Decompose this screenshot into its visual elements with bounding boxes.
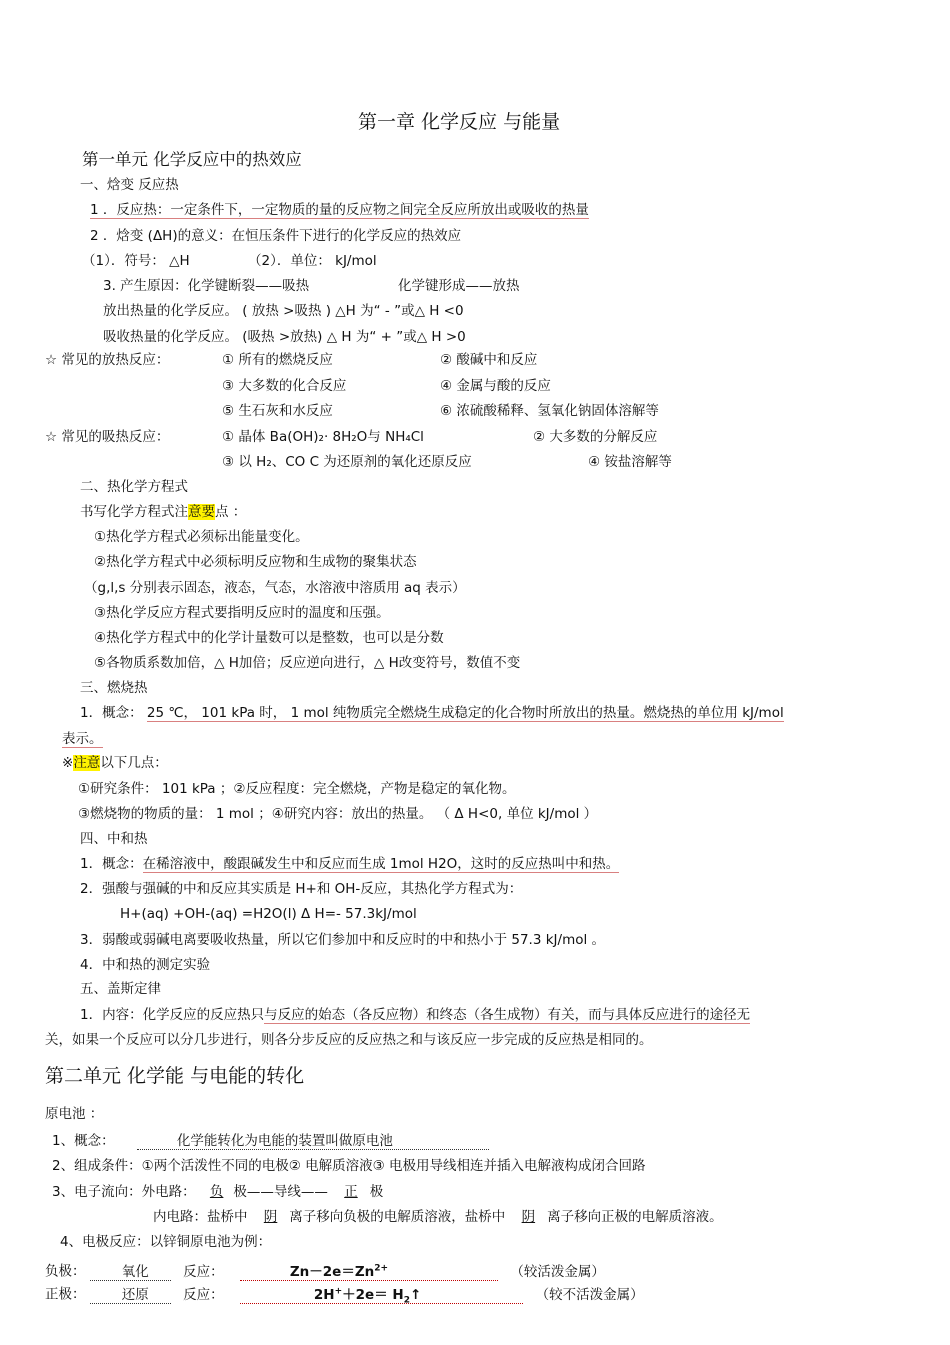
point-2: ②热化学方程式中必须标明反应物和生成物的聚集状态: [94, 554, 417, 570]
section3-heading: 三、燃烧热: [80, 680, 148, 696]
anion-blank-2: 阴: [521, 1209, 536, 1225]
neg-mid: 反应：: [183, 1263, 224, 1280]
cell-concept: [52, 1131, 489, 1151]
exo-label: ☆ 常见的放热反应：: [45, 352, 170, 368]
point-3: ③热化学反应方程式要指明反应时的温度和压强。: [94, 605, 390, 621]
point-2-detail: （g,l,s 分别表示固态，液态，气态，水溶液中溶质用 aq 表示）: [84, 580, 466, 596]
point-5: ⑤各物质系数加倍，△ H加倍；反应逆向进行，△ H改变符号，数值不变: [94, 655, 521, 671]
def-label: 1．概念：: [80, 705, 147, 721]
unit2-title: 第二单元 化学能 与电能的转化: [45, 1065, 305, 1087]
pos-eq-c: ↑: [409, 1286, 422, 1303]
unit-line: （2）．单位： kJ/mol: [248, 253, 377, 269]
endothermic-line: 吸收热量的化学反应。 (吸热 >放热) △ H 为“ + ”或△ H >0: [103, 329, 466, 345]
neutralization-experiment: 4．中和热的测定实验: [80, 957, 211, 973]
pos-eq-a: 2H: [313, 1286, 335, 1303]
exo-item-3: ③ 大多数的化合反应: [222, 378, 347, 394]
neut-text: 在稀溶液中，酸跟碱发生中和反应而生成 1mol H2O，这时的反应热叫中和热。: [142, 856, 620, 872]
exothermic-line: 放出热量的化学反应。 ( 放热 >吸热 ) △H 为“ - ”或△ H <0: [103, 303, 464, 319]
exo-item-5: ⑤ 生石灰和水反应: [222, 403, 333, 419]
exo-item-4: ④ 金属与酸的反应: [440, 378, 551, 394]
electron-flow-external: [52, 1182, 383, 1202]
neg-label: 负极：: [45, 1263, 86, 1280]
pos-type: 还原: [90, 1287, 171, 1304]
flow-int-c: 离子移向正极的电解质溶液。: [547, 1209, 723, 1225]
cause-line-form: 化学键形成——放热: [398, 278, 520, 294]
reaction-heat-definition: [90, 200, 589, 220]
pos-eq-charge: +: [334, 1286, 343, 1296]
negative-electrode-line: [45, 1258, 605, 1282]
pos-eq-sub: 2: [403, 1295, 410, 1306]
endo-item-1: ① 晶体 Ba(OH)₂· 8H₂O与 NH₄Cl: [222, 429, 424, 445]
note-heading: [62, 753, 168, 773]
writing-points-intro: [80, 502, 246, 522]
endo-item-3: ③ 以 H₂、CO C 为还原剂的氧化还原反应: [222, 454, 472, 470]
flow-int-a: 内电路：盐桥中: [153, 1209, 252, 1225]
weak-acid-note: 3．弱酸或弱碱电离要吸收热量，所以它们参加中和反应时的中和热小于 57.3 kJ/mol 。: [80, 932, 606, 948]
pos-label: 正极：: [45, 1286, 86, 1303]
neg-eq-charge: 2+: [374, 1263, 389, 1273]
pos-mid: 反应：: [183, 1286, 224, 1303]
note-symbol: ※: [62, 755, 74, 771]
hess-law-content: [80, 1005, 750, 1025]
pos-note: （较不活泼金属）: [535, 1286, 644, 1303]
section4-heading: 四、中和热: [80, 831, 148, 847]
neutralization-equation: H+(aq) +OH-(aq) =H2O(l) Δ H=- 57.3kJ/mol: [120, 906, 417, 922]
neutralization-definition: [80, 854, 619, 874]
neg-type: 氧化: [90, 1264, 171, 1281]
endo-label: ☆ 常见的吸热反应：: [45, 429, 170, 445]
combustion-definition: [80, 703, 784, 723]
neg-equation: [240, 1264, 498, 1281]
concept-text: 化学能转化为电能的装置叫做原电池: [137, 1133, 489, 1150]
point-1: ①热化学方程式必须标出能量变化。: [94, 529, 309, 545]
flow-int-b: 离子移向负极的电解质溶液，盐桥中: [289, 1209, 510, 1225]
positive-electrode-blank: 正: [344, 1184, 358, 1200]
concept-label: 1、概念：: [52, 1133, 115, 1149]
cell-conditions: 2、组成条件：①两个活泼性不同的电极② 电解质溶液③ 电极用导线相连并插入电解液构成闭合回路: [52, 1158, 646, 1174]
exo-item-1: ① 所有的燃烧反应: [222, 352, 333, 368]
exo-item-2: ② 酸碱中和反应: [440, 352, 538, 368]
neut-label: 1．概念：: [80, 856, 143, 872]
note-1: ①研究条件： 101 kPa ；②反应程度：完全燃烧，产物是稳定的氧化物。: [78, 781, 516, 797]
electron-flow-internal: [153, 1207, 723, 1227]
hess-text-a: 1．内容：化学反应的反应热只: [80, 1007, 265, 1023]
note-2: ③燃烧物的物质的量： 1 mol ；④研究内容：放出的热量。 （ Δ H<0, 单位 kJ/mol ）: [78, 806, 598, 822]
negative-electrode-blank: 负: [209, 1184, 224, 1200]
flow-ext-a: 3、电子流向：外电路：: [52, 1184, 200, 1200]
section1-heading: 一、焓变 反应热: [80, 177, 179, 193]
neutralization-essence: 2．强酸与强碱的中和反应其实质是 H+和 OH-反应，其热化学方程式为：: [80, 881, 523, 897]
note-text: 以下几点：: [100, 755, 168, 771]
highlight-key-points: 意要: [188, 504, 215, 520]
def-end-text: 表示。: [62, 731, 103, 747]
def-text: 25 ℃， 101 kPa 时， 1 mol 纯物质完全燃烧生成稳定的化合物时所放出的热量。燃烧热的单位用 kJ/mol: [146, 705, 784, 721]
combustion-def-end: [62, 729, 103, 749]
intro-text-a: 书写化学方程式注: [80, 504, 188, 520]
cell-heading: 原电池 ：: [45, 1106, 104, 1122]
reaction-heat-text: 1 ．反应热：一定条件下，一定物质的量的反应物之间完全反应所放出或吸收的热量: [90, 202, 589, 218]
point-4: ④热化学方程式中的化学计量数可以是整数，也可以是分数: [94, 630, 444, 646]
highlight-attention: 注意: [73, 755, 101, 771]
endo-item-2: ② 大多数的分解反应: [533, 429, 658, 445]
endo-item-4: ④ 铵盐溶解等: [588, 454, 672, 470]
neg-note: （较活泼金属）: [510, 1263, 605, 1280]
cause-line-break: 3. 产生原因：化学键断裂——吸热: [103, 278, 310, 294]
neg-eq-text: Zn－2e＝Zn: [289, 1263, 375, 1280]
hess-text-b: 与反应的始态（各反应物）和终态（各生成物）有关，而与具体反应进行的途径无: [264, 1007, 751, 1023]
anion-blank-1: 阴: [263, 1209, 278, 1225]
flow-ext-c: 极: [369, 1184, 384, 1200]
section2-heading: 二、热化学方程式: [80, 479, 188, 495]
electrode-reaction-intro: 4、电极反应：以锌铜原电池为例：: [60, 1234, 272, 1250]
positive-electrode-line: [45, 1281, 644, 1310]
chapter-title: 第一章 化学反应 与能量: [358, 111, 561, 133]
pos-eq-b: ＋2e＝ H: [342, 1286, 404, 1303]
symbol-line: （1）．符号： △H: [82, 253, 190, 269]
exo-item-6: ⑥ 浓硫酸稀释、氢氧化钠固体溶解等: [440, 403, 659, 419]
intro-text-b: 点 ：: [215, 504, 247, 520]
unit1-title: 第一单元 化学反应中的热效应: [82, 150, 302, 169]
enthalpy-meaning: 2 ．焓变 (ΔH)的意义：在恒压条件下进行的化学反应的热效应: [90, 228, 462, 244]
hess-law-content-2: 关，如果一个反应可以分几步进行，则各分步反应的反应热之和与该反应一步完成的反应热是相同的。: [45, 1032, 653, 1048]
flow-ext-b: 极——导线——: [233, 1184, 333, 1200]
section5-heading: 五、盖斯定律: [80, 981, 161, 997]
pos-equation: [240, 1287, 523, 1304]
